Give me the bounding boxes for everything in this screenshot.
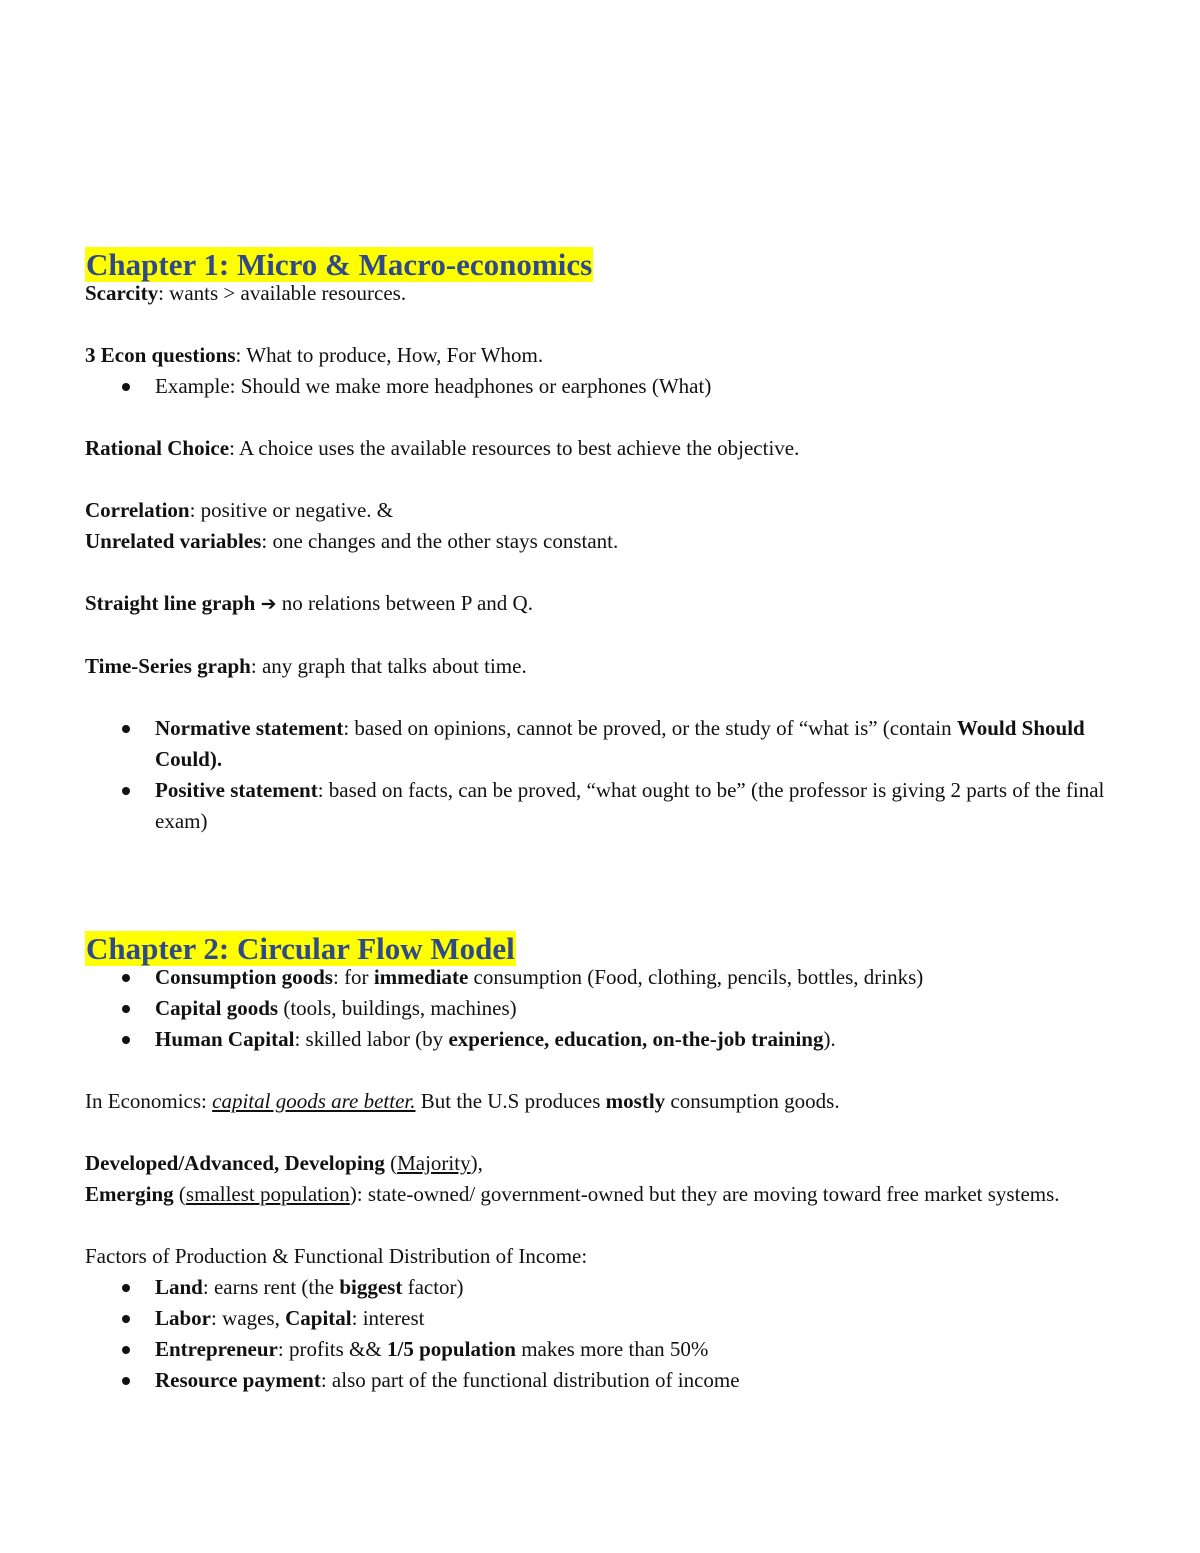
labor-term: Labor <box>155 1306 212 1330</box>
list-item <box>85 1272 1125 1303</box>
developed-term: Developed/Advanced, Developing <box>85 1151 385 1175</box>
unrelated-line <box>85 526 1125 557</box>
econ-questions-text: : What to produce, How, For Whom. <box>235 343 544 367</box>
list-item <box>85 1303 1125 1334</box>
correlation-text: : positive or negative. & <box>189 498 394 522</box>
factors-intro-text: Factors of Production & Functional Distribution of Income: <box>85 1244 588 1268</box>
developed-underline: Majority <box>397 1151 471 1175</box>
entrepreneur-bold: 1/5 population <box>386 1337 516 1361</box>
unrelated-term: Unrelated variables <box>85 529 262 553</box>
labor-text: : wages, <box>211 1306 286 1330</box>
emerging-text-2: ): state-owned/ government-owned but they are moving toward free market systems. <box>349 1182 1060 1206</box>
straight-line-term: Straight line graph <box>85 591 256 615</box>
correlation-line <box>85 495 1125 526</box>
economics-bold: mostly <box>605 1089 666 1113</box>
emerging-underline: smallest population <box>185 1182 350 1206</box>
land-term: Land <box>155 1275 203 1299</box>
list-item <box>85 1024 1125 1055</box>
spacer <box>85 1055 1125 1086</box>
spacer <box>85 1210 1125 1241</box>
list-item <box>85 371 1125 402</box>
normative-bold-tail: Would Should Could). <box>155 716 1085 771</box>
rational-choice-line <box>85 433 1125 464</box>
resource-payment-text: : also part of the functional distribution of income <box>320 1368 740 1392</box>
list-item <box>85 993 1125 1024</box>
entrepreneur-text-2: makes more than 50% <box>515 1337 709 1361</box>
positive-text: : based on facts, can be proved, “what ought to be” (the professor is giving 2 parts of the final exam) <box>155 778 1105 833</box>
rational-choice-term: Rational Choice <box>85 436 230 460</box>
capital-term: Capital <box>285 1306 352 1330</box>
section-gap <box>85 837 1125 930</box>
consumption-text-2: consumption (Food, clothing, pencils, bottles, drinks) <box>468 965 924 989</box>
economics-text-2: But the U.S produces <box>415 1089 606 1113</box>
developed-text: ( <box>384 1151 398 1175</box>
consumption-term: Consumption goods <box>155 965 333 989</box>
land-bold: biggest <box>339 1275 403 1299</box>
spacer <box>85 682 1125 713</box>
right-arrow-icon: ➔ <box>260 593 277 615</box>
list-item <box>85 1334 1125 1365</box>
economics-text-3: consumption goods. <box>665 1089 840 1113</box>
correlation-term: Correlation <box>85 498 190 522</box>
goods-list <box>85 962 1125 1055</box>
scarcity-term: Scarcity <box>85 281 159 305</box>
economics-line <box>85 1086 1125 1117</box>
economics-italic-underline: capital goods are better. <box>212 1089 416 1113</box>
entrepreneur-text: : profits && <box>277 1337 387 1361</box>
capital-text: : interest <box>351 1306 425 1330</box>
developed-line <box>85 1148 1125 1179</box>
land-text-2: factor) <box>402 1275 464 1299</box>
factors-intro-line <box>85 1241 1125 1272</box>
statements-list <box>85 713 1125 837</box>
human-capital-text-2: ). <box>823 1027 836 1051</box>
time-series-term: Time-Series graph <box>85 654 251 678</box>
human-capital-text: : skilled labor (by <box>294 1027 449 1051</box>
econ-questions-line <box>85 340 1125 371</box>
normative-text: : based on opinions, cannot be proved, or the study of “what is” (contain <box>343 716 957 740</box>
developed-text-2: ), <box>470 1151 483 1175</box>
entrepreneur-term: Entrepreneur <box>155 1337 278 1361</box>
land-text: : earns rent (the <box>202 1275 340 1299</box>
chapter-2-title: Chapter 2: Circular Flow Model <box>86 931 515 966</box>
spacer <box>85 402 1125 433</box>
document-page <box>85 246 1125 1396</box>
consumption-text: : for <box>332 965 374 989</box>
capital-goods-text: (tools, buildings, machines) <box>278 996 517 1020</box>
scarcity-line <box>85 278 1125 309</box>
time-series-line <box>85 651 1125 682</box>
spacer <box>85 309 1125 340</box>
resource-payment-term: Resource payment <box>155 1368 321 1392</box>
spacer <box>85 620 1125 651</box>
straight-line-graph-line <box>85 588 1125 620</box>
chapter-1-title: Chapter 1: Micro & Macro-economics <box>86 247 593 282</box>
rational-choice-text: : A choice uses the available resources to best achieve the objective. <box>229 436 800 460</box>
human-capital-term: Human Capital <box>155 1027 295 1051</box>
time-series-text: : any graph that talks about time. <box>250 654 527 678</box>
economics-text: In Economics: <box>85 1089 213 1113</box>
list-item <box>85 962 1125 993</box>
emerging-line <box>85 1179 1125 1210</box>
spacer <box>85 557 1125 588</box>
normative-term: Normative statement <box>155 716 344 740</box>
econ-example-text: Example: Should we make more headphones or earphones (What) <box>155 374 712 398</box>
econ-questions-term: 3 Econ questions <box>85 343 236 367</box>
straight-line-text: no relations between P and Q. <box>276 591 533 615</box>
emerging-text: ( <box>173 1182 186 1206</box>
econ-questions-list <box>85 371 1125 402</box>
consumption-bold: immediate <box>373 965 469 989</box>
list-item <box>85 713 1125 775</box>
human-capital-bold: experience, education, on-the-job training <box>448 1027 824 1051</box>
factors-list <box>85 1272 1125 1396</box>
spacer <box>85 1117 1125 1148</box>
spacer <box>85 464 1125 495</box>
list-item <box>85 1365 1125 1396</box>
scarcity-text: : wants > available resources. <box>158 281 407 305</box>
positive-term: Positive statement <box>155 778 318 802</box>
list-item <box>85 775 1125 837</box>
emerging-term: Emerging <box>85 1182 174 1206</box>
capital-goods-term: Capital goods <box>155 996 279 1020</box>
unrelated-text: : one changes and the other stays constant. <box>261 529 619 553</box>
